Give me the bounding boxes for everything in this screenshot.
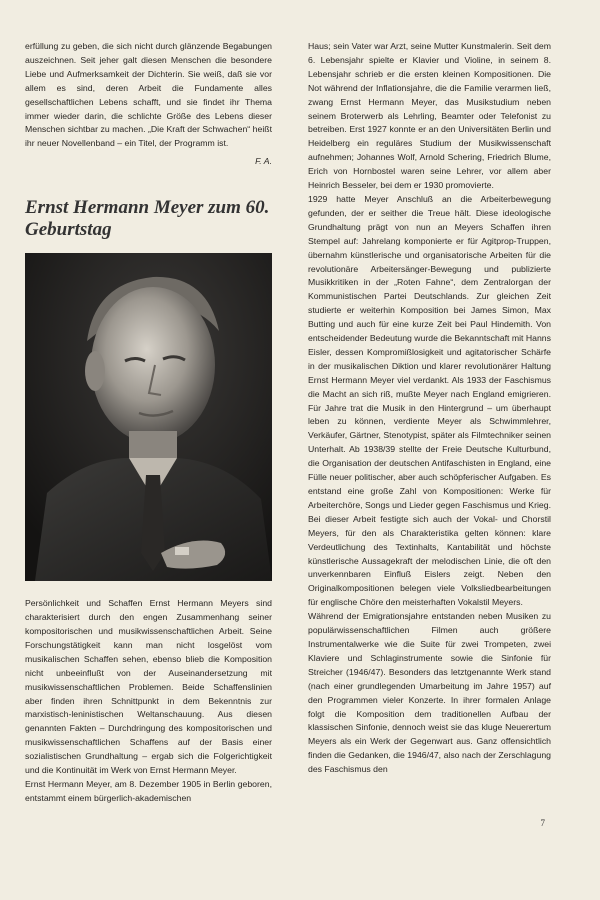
previous-article-ending: erfüllung zu geben, die sich nicht durch glänzende Begabungen auszeichnen. Seit jeher galt diesen Menschen die besondere Liebe und Aufmerksamkeit der Dichterin. Sie weiß, daß sie vor allem es sind, deren Arbeit die Fundamente alles gesellschaftlichen Lebens schafft, und sie findet ihr Thema immer wieder darin, die schlichte Größe des Lebens dieser Menschen sichtbar zu machen. „Die Kraft der Schwachen“ heißt ihr neuer Novellenband – ein Titel, der Programm ist.: [25, 41, 272, 149]
right-column: [308, 40, 551, 777]
article-paragraph: Haus; sein Vater war Arzt, seine Mutter Kunstmalerin. Seit dem 6. Lebensjahr spielte er Klavier und Violine, in seinem 8. Lebensjahr schrieb er die ersten kleinen Kompositionen. Die Not während der Inflationsjahre, die die Familie verarmen ließ, zwang Ernst Hermann Meyer, das Musikstudium neben seinem Broterwerb als Lehrling, Beamter oder Telefonist zu betreiben. Erst 1927 konnte er an den Universitäten Berlin und Heidelberg ein reguläres Studium der Musikwissenschaft aufnehmen; Johannes Wolf, Arnold Schering, Friedrich Blume, Erich von Hornbostel waren seine Lehrer, vor allem aber Heinrich Besseler, bei dem er 1930 promovierte.: [308, 41, 551, 191]
left-column: [25, 40, 272, 806]
page-number: 7: [540, 818, 545, 828]
author-signature: F. A.: [255, 156, 272, 167]
portrait-photo: [25, 253, 272, 581]
article-title: Ernst Hermann Meyer zum 60. Geburtstag: [25, 197, 270, 241]
article-paragraph: Ernst Hermann Meyer, am 8. Dezember 1905 in Berlin geboren, entstammt einem bürgerlich-akademischen: [25, 778, 272, 803]
article-paragraph: 1929 hatte Meyer Anschluß an die Arbeiterbewegung gefunden, der er seither die Treue hält. Diese ideologische Grundhaltung prägt von nun an Meyers Schaffen ihren Stempel auf: Jahrelang komponierte er für Agitprop-Truppen, übernahm künstlerische und organisatorische Arbeiten für die revolutionäre Arbeitersänger-Bewegung und publizierte Musikkritiken in der „Roten Fahne“, dem Zentralorgan der Kommunistischen Partei Deutschlands. Zur gleichen Zeit studierte er weiterhin Komposition bei James Simon, Max Butting und auch für eine kurze Zeit bei Paul Hindemith. Von entscheidender Bedeutung wurde die Bekanntschaft mit Hanns Eisler, dessen Kompromißlosigkeit und agitatorischer Schärfe in der musikalischen Diktion und klarer revolutionärer Haltung Ernst Hermann Meyer viel verdankt. Als 1933 der Faschismus die Macht an sich riß, mußte Meyer nach England emigrieren. Für Jahre trat die Musik in den Hintergrund – um überhaupt leben zu können, verdiente Meyer als Schwimmlehrer, Verkäufer, Gärtner, Stenotypist, später als Filmtechniker seinen Unterhalt. Ab 1938/39 stellte der Freie Deutsche Kulturbund, die Organisation der deutschen Antifaschisten in England, eine Fülle neuer politischer, aber auch schöpferischer Aufgaben. Es entstand eine große Zahl von Kompositionen: Werke für Arbeiterchöre, Songs und Lieder gegen Faschismus und Krieg. Bei dieser Arbeit festigte sich auch der Vokal- und Chorstil Meyers, für den als Charakteristika gelten können: klare Verdeutlichung des Textinhalts, Kantabilität und höchste künstlerische Aussagekraft der melodischen Linie, die oft den unverkennbaren Einfluß Eislers zeigt. Neben den Originalkompositionen belegen viele Volksliedbearbeitungen für englische Chöre den meisterhaften Vokalstil Meyers.: [308, 193, 551, 608]
article-paragraph: Während der Emigrationsjahre entstanden neben Musiken zu populärwissenschaftlichen Filmen auch größere Instrumentalwerke wie die Suite für zwei Trompeten, zwei Klaviere und Schlaginstrumente sowie die Sinfonie für Streicher (1946/47). Besonders das letztgenannte Werk stand (nach einer grundlegenden Umarbeitung im Jahre 1957) auf den Programmen vieler Konzerte. In ihrer formalen Anlage folgt die Komposition dem traditionellen Aufbau der klassischen Sinfonie, dennoch weist sie das kluge Neuerertum Meyers als ein Werk der Gegenwart aus. Ganz offensichtlich finden die Gedanken, die 1946/47, also nach der Zerschlagung des Faschismus den: [308, 611, 551, 775]
article-paragraph: Persönlichkeit und Schaffen Ernst Hermann Meyers sind charakterisiert durch den engen Zusammenhang seiner kompositorischen und musikwissenschaftlichen Arbeit. Seine Forschungstätigkeit kann man nicht losgelöst vom musikalischen Schaffen sehen, ebenso blieb die Komposition nicht unbeeinflußt von der Auseinandersetzung mit musikwissenschaftlichen Problemen. Beide Schaffenslinien aber finden ihren Schnittpunkt in dem Bekenntnis zur marxistisch-leninistischen Weltanschauung. Aus diesen genannten Fakten – Durchdringung des kompositorischen und musikwissenschaftlichen Schaffens auf der Basis einer sozialistischen Grundhaltung – ergab sich die Folgerichtigkeit und die Kontinuität im Werk von Ernst Hermann Meyer.: [25, 598, 272, 776]
